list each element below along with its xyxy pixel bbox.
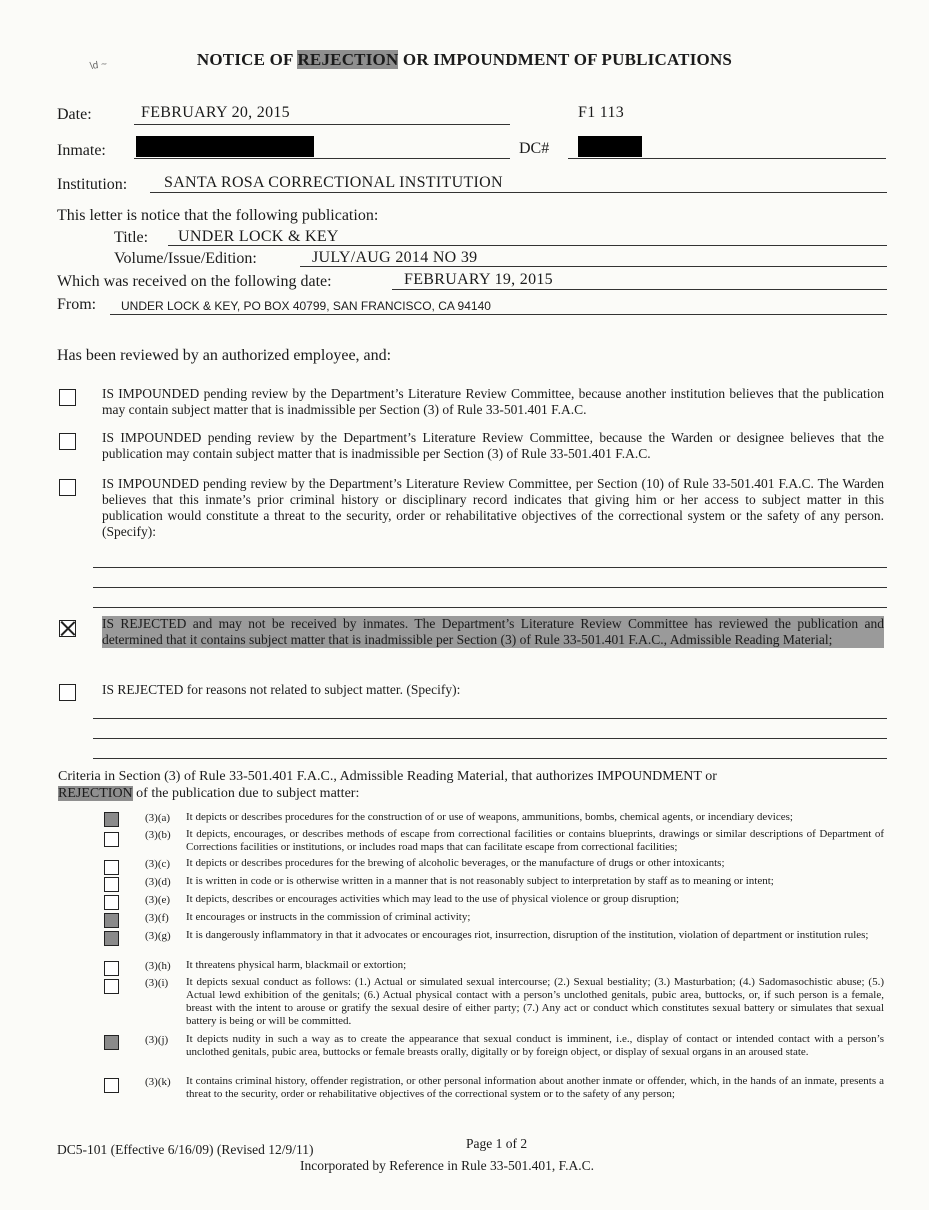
form-id: DC5-101 (Effective 6/16/09) (Revised 12/9/11) <box>57 1142 314 1157</box>
page-title: NOTICE OF REJECTION OR IMPOUNDMENT OF PUBLICATIONS <box>196 50 733 69</box>
criteria-a-checkbox[interactable] <box>104 812 119 827</box>
criteria-h-code: (3)(h) <box>145 960 171 972</box>
criteria-g-checkbox[interactable] <box>104 931 119 946</box>
criteria-c-text: It depicts or describes procedures for the brewing of alcoholic beverages, or the manufacture of drugs or other intoxicants; <box>186 857 725 869</box>
criteria-d-checkbox[interactable] <box>104 877 119 892</box>
date-label: Date: <box>57 106 92 123</box>
criteria-g-text: It is dangerously inflammatory in that it advocates or encourages riot, insurrection, disruption of the institution, violation of department or institution rules; <box>186 929 869 941</box>
date-value: FEBRUARY 20, 2015 <box>141 104 290 121</box>
option-1-text: IS IMPOUNDED pending review by the Department’s Literature Review Committee, because another institution believes that the publication may contain subject matter that is inadmissible per Section (3) of Rule 33-501.401 F.A.C. <box>102 386 884 417</box>
criteria-e-text: It depicts, describes or encourages activities which may lead to the use of physical violence or group disruption; <box>186 893 680 905</box>
page-number: Page 1 of 2 <box>466 1136 528 1151</box>
criteria-h-checkbox[interactable] <box>104 961 119 976</box>
criteria-k-code: (3)(k) <box>145 1076 171 1088</box>
reviewed-text: Has been reviewed by an authorized employee, and: <box>57 347 392 364</box>
criteria-highlight: REJECTION <box>58 786 133 801</box>
criteria-j-checkbox[interactable] <box>104 1035 119 1050</box>
received-value: FEBRUARY 19, 2015 <box>404 271 553 288</box>
received-label: Which was received on the following date: <box>57 273 332 290</box>
option-2-checkbox[interactable] <box>59 433 76 450</box>
notice-intro: This letter is notice that the following publication: <box>57 207 379 224</box>
criteria-d-code: (3)(d) <box>145 876 171 888</box>
criteria-i-text: It depicts sexual conduct as follows: (1.) Actual or simulated sexual intercourse; (2.) Sexual bestiality; (3.) Masturbation; (4.) Sadomasochistic abuse; (5.) Actual lewd exhibition of the genitals; (6.) Actual physical contact with a person’s unclothed genitals, pubic area, buttocks, or, if such person is a female, breast with the intent to arouse or gratify the sexual desire of either party; (7.) Any act or conduct which constitutes sexual battery or simulates that sexual battery is being or will be committed. <box>186 976 884 1027</box>
option-4-checkbox-checked[interactable] <box>59 620 76 637</box>
option-5-checkbox[interactable] <box>59 684 76 701</box>
criteria-c-code: (3)(c) <box>145 858 171 870</box>
option-5-text: IS REJECTED for reasons not related to subject matter. (Specify): <box>102 682 461 697</box>
criteria-intro: Criteria in Section (3) of Rule 33-501.401 F.A.C., Admissible Reading Material, that authorizes IMPOUNDMENT or REJECTION of the publication due to subject matter: <box>58 769 717 801</box>
criteria-j-code: (3)(j) <box>145 1034 169 1046</box>
criteria-g-code: (3)(g) <box>145 930 171 942</box>
criteria-k-text: It contains criminal history, offender registration, or other personal information about another inmate or offender, which, in the hands of an inmate, presents a threat to the security, order or rehabilitative objectives of the correctional system or to the safety of any person; <box>186 1075 884 1100</box>
form-code: F1 113 <box>578 104 625 121</box>
option-3-checkbox[interactable] <box>59 479 76 496</box>
volume-value: JULY/AUG 2014 NO 39 <box>312 249 478 266</box>
inmate-label: Inmate: <box>57 142 106 159</box>
margin-scribble: \d ~ <box>89 58 108 73</box>
title-highlight: REJECTION <box>297 50 399 69</box>
criteria-b-text: It depicts, encourages, or describes methods of escape from correctional facilities or contains blueprints, drawings or similar descriptions of Department of Corrections facilities or institutions, or includes road maps that can facilitate escape from correctional facilities; <box>186 828 884 853</box>
criteria-h-text: It threatens physical harm, blackmail or extortion; <box>186 959 407 971</box>
inmate-name-redaction <box>136 136 314 157</box>
option-2-text: IS IMPOUNDED pending review by the Department’s Literature Review Committee, because the Warden or designee believes that the publication may contain subject matter that is inadmissible per Section (3) of Rule 33-501.401 F.A.C. <box>102 430 884 461</box>
criteria-f-text: It encourages or instructs in the commission of criminal activity; <box>186 911 471 923</box>
criteria-b-checkbox[interactable] <box>104 832 119 847</box>
option-4-text: IS REJECTED and may not be received by inmates. The Department’s Literature Review Committee has reviewed the publication and determined that it contains subject matter that is inadmissible per Section (3) of Rule 33-501.401 F.A.C., Admissible Reading Material; <box>102 616 884 647</box>
institution-label: Institution: <box>57 176 128 193</box>
criteria-f-checkbox[interactable] <box>104 913 119 928</box>
criteria-j-text: It depicts nudity in such a way as to create the appearance that sexual conduct is imminent, i.e., display of contact or intended contact with a person’s unclothed genitals, pubic area, buttocks or female breasts orally, digitally or by foreign object, or display of sexual organs in an aroused state. <box>186 1033 884 1058</box>
from-label: From: <box>57 296 97 313</box>
publication-title: UNDER LOCK & KEY <box>178 228 339 245</box>
option-1-checkbox[interactable] <box>59 389 76 406</box>
dc-label: DC# <box>519 140 550 157</box>
incorporated-note: Incorporated by Reference in Rule 33-501.401, F.A.C. <box>300 1158 594 1173</box>
option-3-text: IS IMPOUNDED pending review by the Department’s Literature Review Committee, per Section (10) of Rule 33-501.401 F.A.C. The Warden believes that this inmate’s prior criminal history or disciplinary record indicates that giving him or her access to subject matter in this publication would constitute a threat to the security, order or rehabilitative objectives of the correctional system or the safety of any person. (Specify): <box>102 476 884 539</box>
criteria-b-code: (3)(b) <box>145 829 171 841</box>
criteria-i-code: (3)(i) <box>145 977 169 989</box>
institution-value: SANTA ROSA CORRECTIONAL INSTITUTION <box>164 174 503 191</box>
criteria-f-code: (3)(f) <box>145 912 169 924</box>
criteria-a-text: It depicts or describes procedures for the construction of or use of weapons, ammunitions, bombs, chemical agents, or incendiary devices; <box>186 811 793 823</box>
criteria-e-checkbox[interactable] <box>104 895 119 910</box>
criteria-c-checkbox[interactable] <box>104 860 119 875</box>
from-value: UNDER LOCK & KEY, PO BOX 40799, SAN FRANCISCO, CA 94140 <box>121 299 491 313</box>
criteria-k-checkbox[interactable] <box>104 1078 119 1093</box>
criteria-e-code: (3)(e) <box>145 894 171 906</box>
criteria-d-text: It is written in code or is otherwise written in a manner that is not reasonably subject to interpretation by staff as to meaning or intent; <box>186 875 774 887</box>
criteria-i-checkbox[interactable] <box>104 979 119 994</box>
criteria-a-code: (3)(a) <box>145 812 171 824</box>
dc-number-redaction <box>578 136 642 157</box>
volume-label: Volume/Issue/Edition: <box>114 250 257 267</box>
title-label: Title: <box>114 229 149 246</box>
